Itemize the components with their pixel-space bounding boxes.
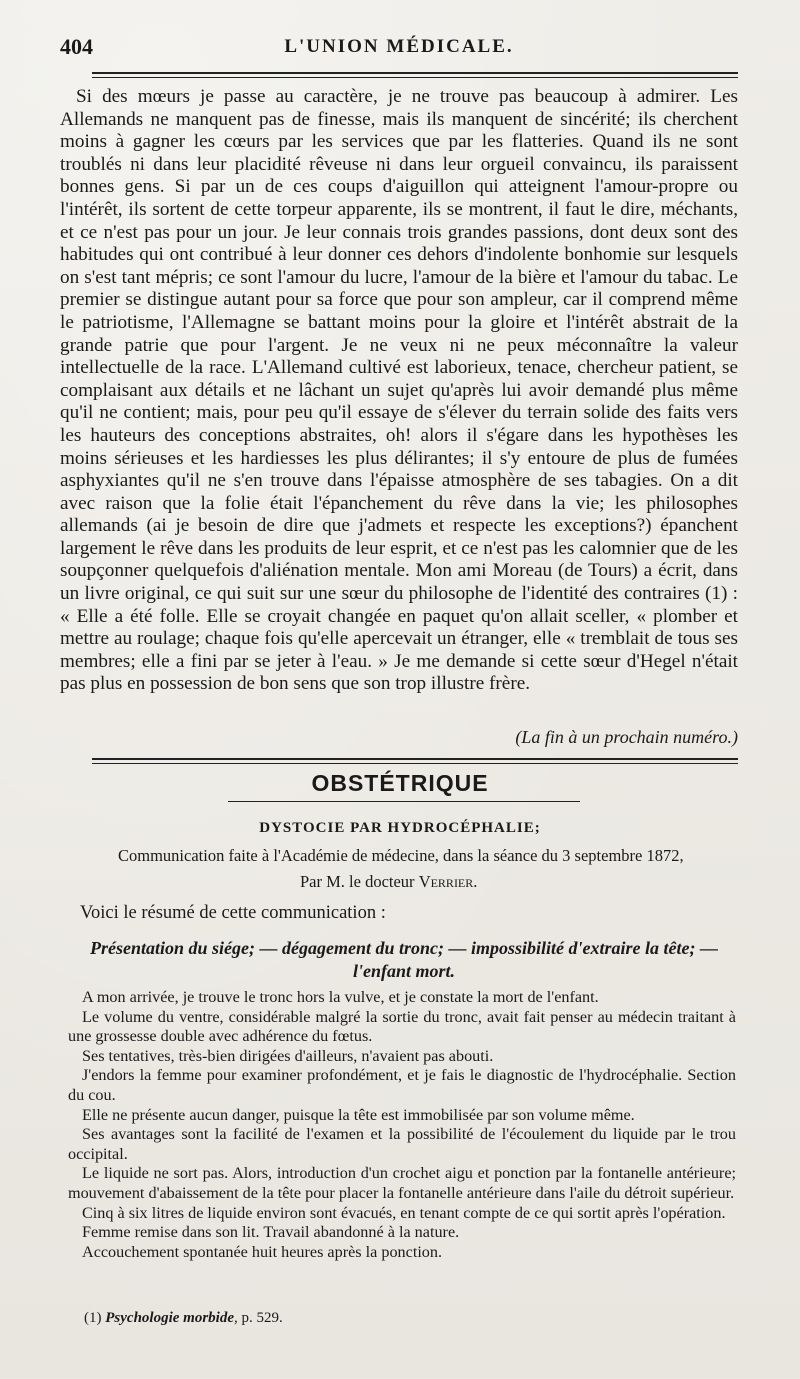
case-paragraph: J'endors la femme pour examiner profondément, et je fais le diagnostic de l'hydrocéphalie. Section du cou. bbox=[68, 1066, 736, 1104]
page-number: 404 bbox=[60, 34, 93, 59]
case-report bbox=[68, 988, 736, 1262]
footnote-marker: (1) bbox=[84, 1310, 106, 1326]
case-paragraph: A mon arrivée, je trouve le tronc hors la vulve, et je constate la mort de l'enfant. bbox=[82, 988, 599, 1006]
running-title: L'UNION MÉDICALE. bbox=[284, 36, 514, 57]
essay-text bbox=[60, 86, 738, 696]
author-name: Verrier. bbox=[418, 872, 478, 891]
summary-heading: Présentation du siége; — dégagement du tronc; — impossibilité d'extraire la tête; — l'enfant mort. bbox=[90, 938, 718, 981]
case-paragraph: Ses tentatives, très-bien dirigées d'ailleurs, n'avaient pas abouti. bbox=[82, 1046, 494, 1065]
case-paragraph: Cinq à six litres de liquide environ sont évacués, en tenant compte de ce qui sortit après l'opération. bbox=[82, 1203, 726, 1222]
footnote-page: , p. 529. bbox=[233, 1310, 283, 1326]
footnote bbox=[84, 1310, 283, 1327]
section-title: OBSTÉTRIQUE bbox=[311, 770, 489, 796]
header-rule bbox=[92, 72, 738, 78]
footnote-title: Psychologie morbide bbox=[105, 1310, 234, 1326]
continuation-note: (La fin à un prochain numéro.) bbox=[515, 727, 738, 747]
article-title: DYSTOCIE PAR HYDROCÉPHALIE; bbox=[259, 820, 541, 836]
section-rule bbox=[92, 758, 738, 764]
page-header bbox=[60, 32, 738, 68]
intro-text: Voici le résumé de cette communication : bbox=[80, 903, 386, 923]
title-underline bbox=[228, 801, 580, 802]
byline bbox=[300, 872, 477, 892]
case-paragraph: Le liquide ne sort pas. Alors, introduction d'un crochet aigu et ponction par la fontanelle antérieure; mouvement d'abaissement de la tête pour placer la fontanelle antérieure dans l'aile du détroit supérieur. bbox=[68, 1164, 736, 1202]
case-paragraph: Le volume du ventre, considérable malgré la sortie du tronc, avait fait penser au médecin traitant à une grossesse double avec adhérence du fœtus. bbox=[68, 1007, 736, 1046]
case-paragraph: Femme remise dans son lit. Travail abandonné à la nature. bbox=[82, 1223, 460, 1242]
article-subtitle: Communication faite à l'Académie de médecine, dans la séance du 3 septembre 1872, bbox=[118, 846, 684, 865]
case-paragraph: Accouchement spontanée huit heures après la ponction. bbox=[82, 1242, 443, 1261]
case-paragraph: Ses avantages sont la facilité de l'examen et la possibilité de l'écoulement du liquide par le trou occipital. bbox=[68, 1125, 736, 1163]
case-paragraph: Elle ne présente aucun danger, puisque la tête est immobilisée par son volume même. bbox=[82, 1105, 635, 1124]
byline-prefix: Par M. le docteur bbox=[300, 872, 419, 891]
essay-paragraph: Si des mœurs je passe au caractère, je ne trouve pas beaucoup à admirer. Les Allemands ne manquent pas de finesse, mais ils manquent de sincérité; ils cherchent moins à gagner les cœurs par les services que par les flatteries. Quand ils ne sont troublés ni dans leur placidité rêveuse ni dans leur orgueil convaincu, ils paraissent bonnes gens. Si par un de ces coups d'aiguillon qui atteignent l'amour-propre ou l'intérêt, ils sortent de cette torpeur apparente, ils se montrent, il faut le dire, méchants, et ce n'est pas pour un jour. Je leur connais trois grandes passions, dont deux sont des habitudes qui ont contribué à leur donner ces dehors d'indolente bonhomie sur lesquels on s'est tant mépris; ce sont l'amour du lucre, l'amour de la bière et l'amour du tabac. Le premier se distingue autant pour sa force que pour son ampleur, car il comprend même le patriotisme, l'Allemagne se battant moins pour la gloire et l'intérêt abstrait de la grande patrie que pour l'argent. Je ne veux ni ne peux méconnaître la valeur intellectuelle de la race. L'Allemand cultivé est laborieux, tenace, chercheur patient, se complaisant aux détails et ne lâchant un sujet qu'après lui avoir demandé plus même qu'il ne contient; mais, pour peu qu'il essaye de s'élever du terrain solide des faits vers les hauteurs des conceptions abstraites, oh! alors il s'égare dans les hypothèses les moins sérieuses et les hardiesses les plus délirantes; il s'y entoure de plus de fumées asphyxiantes qu'il ne s'en trouve dans l'épaisse atmosphère de ses tabagies. On a dit avec raison que la folie était l'épanchement du rêve dans la vie; les philosophes allemands (ai je besoin de dire que j'admets et respecte les exceptions?) épanchent largement le rêve dans les produits de leur esprit, et ce n'est pas les calomnier que de les soupçonner quelquefois d'aliénation mentale. Mon ami Moreau (de Tours) a écrit, dans un livre original, ce qui suit sur une sœur du philosophe de l'identité des contraires (1) : « Elle a été folle. Elle se croyait changée en paquet qu'on allait sceller, « plomber et mettre au roulage; chaque fois qu'elle apercevait un étranger, elle « tremblait de tous ses membres; elle a fini par se jeter à l'eau. » Je me demande si cette sœur d'Hegel n'était pas plus en possession de bon sens que son trop illustre frère. bbox=[60, 86, 738, 695]
